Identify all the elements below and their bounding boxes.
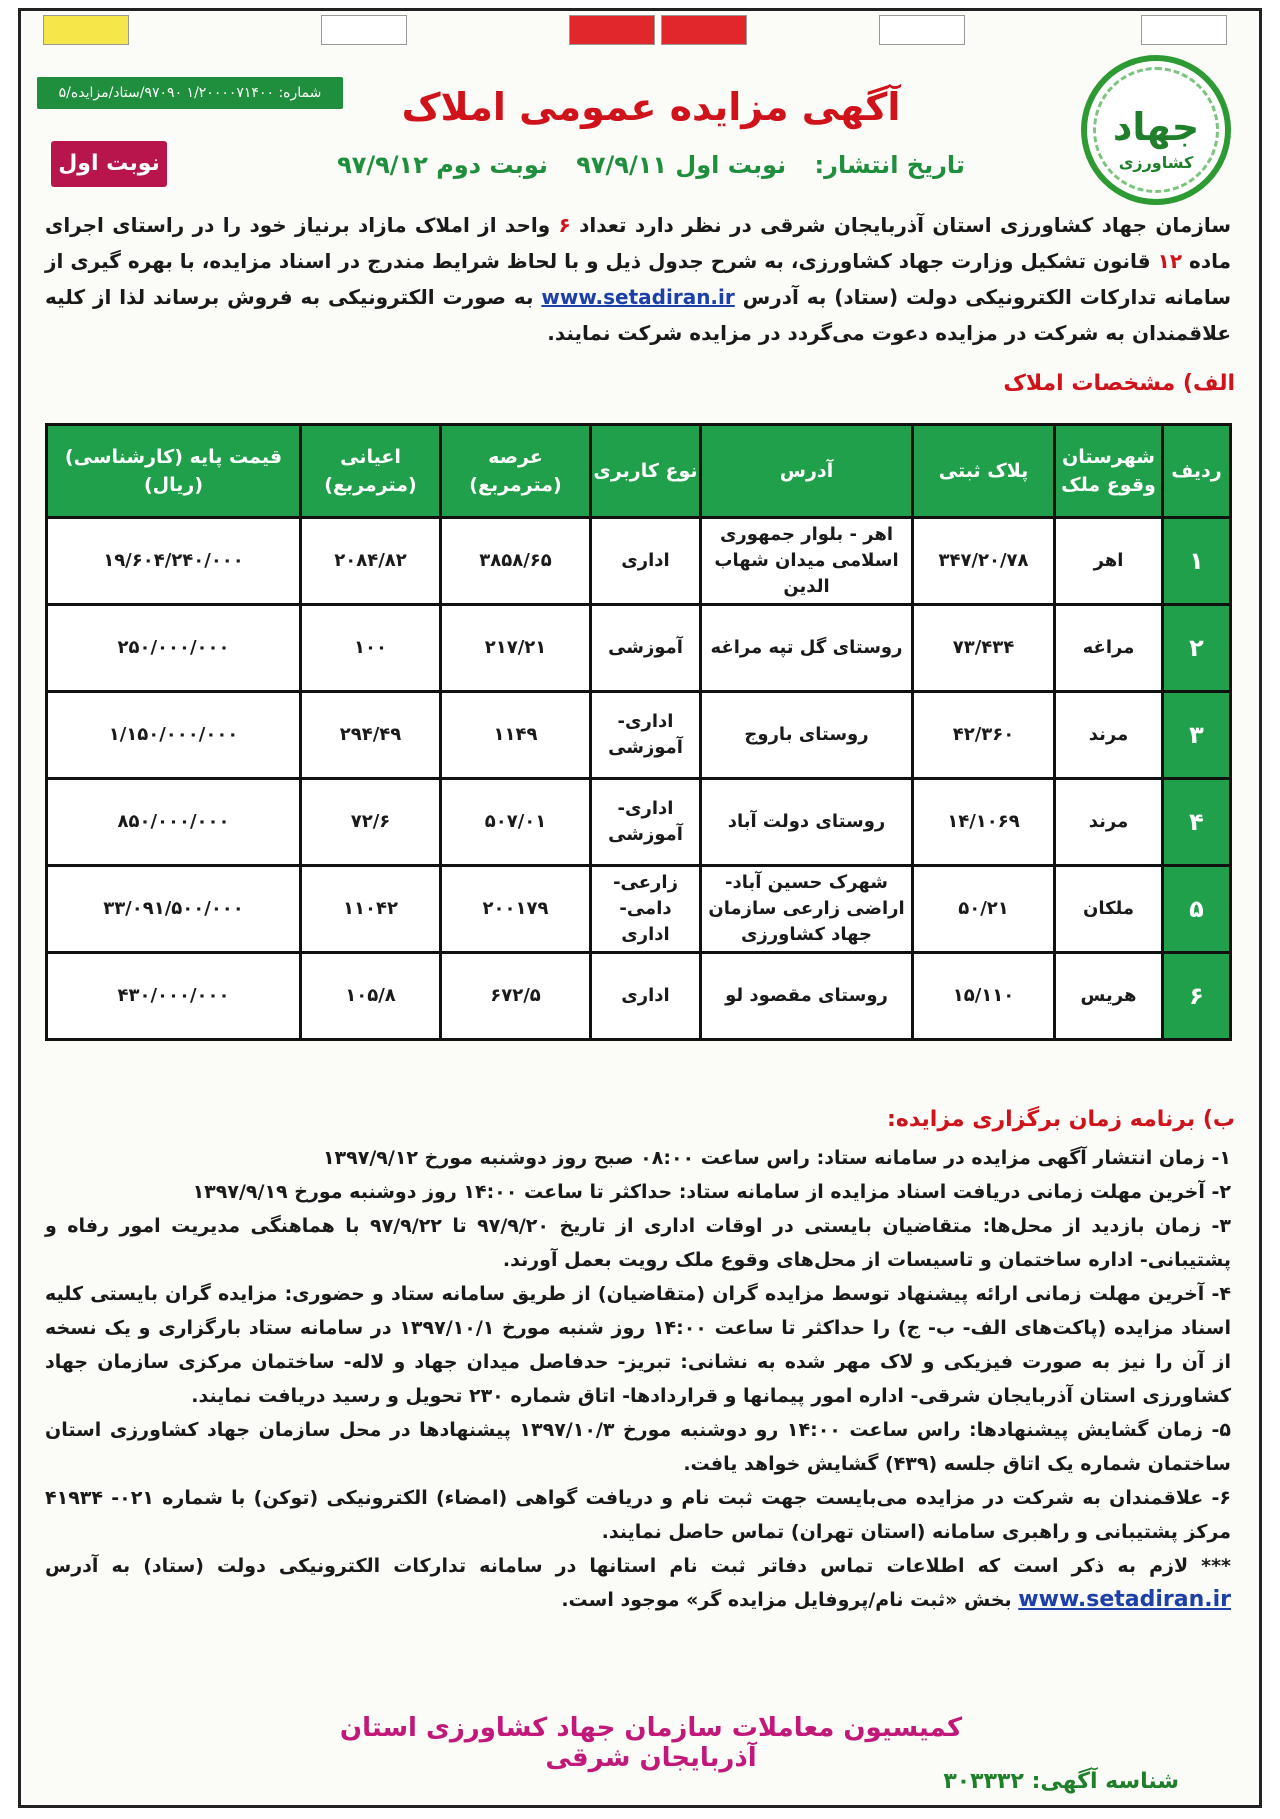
round-badge: نوبت اول (51, 141, 167, 187)
cell-base-price: ۱/۱۵۰/۰۰۰/۰۰۰ (47, 692, 301, 779)
col-header: عرصه (مترمربع) (441, 425, 591, 518)
swatch-red-2 (661, 15, 747, 45)
cell-address: روستای دولت آباد (701, 779, 913, 866)
swatch-red-1 (569, 15, 655, 45)
cell-land-area: ۲۱۷/۲۱ (441, 605, 591, 692)
note-paragraph (45, 1549, 1231, 1617)
intro-text-1: سازمان جهاد کشاورزی استان آذربایجان شرقی در نظر دارد تعداد (579, 213, 1232, 237)
cell-base-price: ۴۳۰/۰۰۰/۰۰۰ (47, 953, 301, 1040)
note-text-1: *** لازم به ذکر است که اطلاعات تماس دفاتر ثبت نام استانها در سامانه تدارکات الکترونیکی دولت (ستاد) به آدرس (45, 1555, 1231, 1577)
cell-base-price: ۱۹/۶۰۴/۲۴۰/۰۰۰ (47, 518, 301, 605)
cell-land-area: ۵۰۷/۰۱ (441, 779, 591, 866)
cell-building-area: ۷۲/۶ (301, 779, 441, 866)
col-header: اعیانی (مترمربع) (301, 425, 441, 518)
col-header: آدرس (701, 425, 913, 518)
intro-text-2: واحد از املاک مازاد برنیاز خود را در راستای اجرای ماده (45, 213, 1231, 273)
section-b-heading: ب) برنامه زمان برگزاری مزایده: (887, 1107, 1235, 1132)
row-index: ۶ (1163, 953, 1231, 1040)
cell-city: مراغه (1055, 605, 1163, 692)
cell-address: روستای مقصود لو (701, 953, 913, 1040)
cell-base-price: ۸۵۰/۰۰۰/۰۰۰ (47, 779, 301, 866)
notice-page (18, 8, 1262, 1808)
cell-plate: ۱۴/۱۰۶۹ (913, 779, 1055, 866)
reference-value: ۱/۲۰۰۰۰۷۱۴۰۰ ۹۷۰۹۰/ستاد/مزایده/۵ (58, 85, 274, 101)
cell-city: اهر (1055, 518, 1163, 605)
col-header: نوع کاربری (591, 425, 701, 518)
cell-plate: ۱۵/۱۱۰ (913, 953, 1055, 1040)
schedule-item: ۳- زمان بازدید از محل‌ها: متقاضیان بایستی در اوقات اداری از تاریخ ۹۷/۹/۲۰ تا ۹۷/۹/۲۲ با هماهنگی مدیریت امور رفاه و پشتیبانی- اداره ساختمان و تاسیسات از محل‌های وقوع ملک رویت بعمل آورند. (45, 1215, 1231, 1271)
setad-link[interactable]: www.setadiran.ir (541, 285, 735, 309)
intro-article: ۱۲ (1157, 249, 1183, 273)
ad-identifier: شناسه آگهی: ۳۰۳۳۳۲ (943, 1769, 1179, 1794)
swatch-white-3 (1141, 15, 1227, 45)
table-row (47, 605, 1231, 692)
jahad-logo (1081, 55, 1231, 205)
cell-land-area: ۱۱۴۹ (441, 692, 591, 779)
row-index: ۴ (1163, 779, 1231, 866)
cell-land-area: ۶۷۲/۵ (441, 953, 591, 1040)
cell-usage: زارعی- دامی- اداری (591, 866, 701, 953)
intro-text-3: قانون تشکیل وزارت جهاد کشاورزی، به شرح جدول ذیل و با لحاظ شرایط مندرج در اسناد مزایده، با بهره گیری از سامانه تدارکات الکترونیکی دولت (ستاد) به آدرس (45, 249, 1231, 309)
col-header: شهرستان وقوع ملک (1055, 425, 1163, 518)
cell-address: اهر - بلوار جمهوری اسلامی میدان شهاب الدین (701, 518, 913, 605)
schedule-item: ۶- علاقمندان به شرکت در مزایده می‌بایست جهت ثبت نام و دریافت گواهی (امضاء) الکترونیکی (توکن) با شماره ۰۲۱- ۴۱۹۳۴ مرکز پشتیبانی و راهبری سامانه (استان تهران) تماس حاصل نمایند. (45, 1487, 1231, 1543)
table-header-row (47, 425, 1231, 518)
swatch-white-2 (879, 15, 965, 45)
cell-city: مرند (1055, 692, 1163, 779)
logo-subtext: کشاورزی (1118, 153, 1194, 172)
reference-number (37, 77, 343, 109)
cell-address: روستای گل تپه مراغه (701, 605, 913, 692)
cell-usage: اداری (591, 518, 701, 605)
table-row (47, 518, 1231, 605)
notice-title: آگهی مزایده عمومی املاک (401, 85, 901, 129)
cell-building-area: ۲۰۸۴/۸۲ (301, 518, 441, 605)
col-header: پلاک ثبتی (913, 425, 1055, 518)
cell-building-area: ۱۱۰۴۲ (301, 866, 441, 953)
intro-count: ۶ (558, 213, 571, 237)
schedule-item: ۱- زمان انتشار آگهی مزایده در سامانه ستاد: راس ساعت ۰۸:۰۰ صبح روز دوشنبه مورخ ۱۳۹۷/۹/۱۲ (322, 1147, 1231, 1169)
cell-usage: آموزشی (591, 605, 701, 692)
cell-building-area: ۱۰۰ (301, 605, 441, 692)
table-row (47, 866, 1231, 953)
properties-table (45, 423, 1232, 1041)
cell-address: روستای باروج (701, 692, 913, 779)
cell-building-area: ۲۹۴/۴۹ (301, 692, 441, 779)
col-header: ردیف (1163, 425, 1231, 518)
cell-plate: ۵۰/۲۱ (913, 866, 1055, 953)
schedule-list (45, 1141, 1231, 1617)
schedule-item: ۵- زمان گشایش پیشنهادها: راس ساعت ۱۴:۰۰ رو دوشنبه مورخ ۱۳۹۷/۱۰/۳ پیشنهادها در محل سازمان جهاد کشاورزی استان ساختمان شماره یک اتاق جلسه (۴۳۹) گشایش خواهد یافت. (45, 1419, 1231, 1475)
pub-label: تاریخ انتشار: (814, 151, 965, 179)
table-row (47, 779, 1231, 866)
reference-label: شماره: (278, 85, 322, 101)
row-index: ۵ (1163, 866, 1231, 953)
pub-second: نوبت دوم ۹۷/۹/۱۲ (337, 151, 548, 179)
cell-building-area: ۱۰۵/۸ (301, 953, 441, 1040)
table-row (47, 953, 1231, 1040)
swatch-yellow (43, 15, 129, 45)
publication-dates (301, 151, 1001, 179)
pub-first: نوبت اول ۹۷/۹/۱۱ (576, 151, 787, 179)
intro-text-4: به صورت الکترونیکی به فروش برساند لذا از کلیه علاقمندان به شرکت در مزایده دعوت می‌گردد در مزایده شرکت نمایند. (45, 285, 1231, 345)
section-a-heading: الف) مشخصات املاک (1003, 371, 1235, 396)
cell-usage: اداری- آموزشی (591, 692, 701, 779)
cell-plate: ۷۳/۴۳۴ (913, 605, 1055, 692)
cell-city: مرند (1055, 779, 1163, 866)
cell-land-area: ۳۸۵۸/۶۵ (441, 518, 591, 605)
row-index: ۳ (1163, 692, 1231, 779)
row-index: ۲ (1163, 605, 1231, 692)
table-row (47, 692, 1231, 779)
cell-base-price: ۳۳/۰۹۱/۵۰۰/۰۰۰ (47, 866, 301, 953)
col-header: قیمت پایه (کارشناسی) (ریال) (47, 425, 301, 518)
commission-signature: کمیسیون معاملات سازمان جهاد کشاورزی استان آذربایجان شرقی (339, 1713, 963, 1773)
cell-usage: اداری- آموزشی (591, 779, 701, 866)
cell-address: شهرک حسین آباد- اراضی زارعی سازمان جهاد کشاورزی (701, 866, 913, 953)
setad-link-footer[interactable]: www.setadiran.ir (1018, 1587, 1231, 1612)
cell-plate: ۴۲/۳۶۰ (913, 692, 1055, 779)
cell-city: ملکان (1055, 866, 1163, 953)
cell-base-price: ۲۵۰/۰۰۰/۰۰۰ (47, 605, 301, 692)
swatch-white (321, 15, 407, 45)
logo-text: جهاد (1112, 105, 1200, 149)
cell-plate: ۳۴۷/۲۰/۷۸ (913, 518, 1055, 605)
row-index: ۱ (1163, 518, 1231, 605)
schedule-item: ۴- آخرین مهلت زمانی ارائه پیشنهاد توسط مزایده گران (متقاضیان) از طریق سامانه ستاد و حضوری: مزایده گران بایستی کلیه اسناد مزایده (پاکت‌های الف- ب- ج) را حداکثر تا ساعت ۱۴:۰۰ روز شنبه مورخ ۱۳۹۷/۱۰/۱ در سامانه ستاد بارگزاری و یک نسخه از آن را نیز به صورت فیزیکی و لاک مهر شده به نشانی: تبریز- حدفاصل میدان جهاد و لاله- ساختمان مرکزی سازمان جهاد کشاورزی استان آذربایجان شرقی- اداره امور پیمانها و قراردادها- اتاق شماره ۲۳۰ تحویل و رسید دریافت نمایند. (45, 1283, 1231, 1407)
intro-paragraph (45, 207, 1231, 351)
cell-city: هریس (1055, 953, 1163, 1040)
note-text-2: بخش «ثبت نام/پروفایل مزایده گر» موجود است. (561, 1589, 1012, 1611)
cell-land-area: ۲۰۰۱۷۹ (441, 866, 591, 953)
cell-usage: اداری (591, 953, 701, 1040)
schedule-item: ۲- آخرین مهلت زمانی دریافت اسناد مزایده از سامانه ستاد: حداکثر تا ساعت ۱۴:۰۰ روز دوشنبه مورخ ۱۳۹۷/۹/۱۹ (192, 1181, 1231, 1203)
